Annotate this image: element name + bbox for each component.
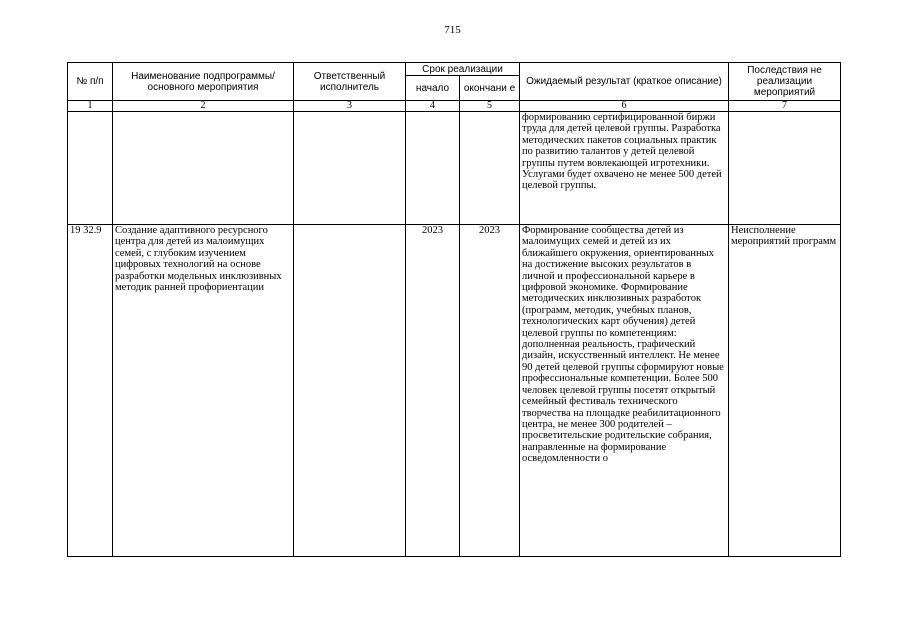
header-name: Наименование подпрограммы/ основного мероприятия [113, 63, 294, 101]
row-consequence [729, 112, 841, 225]
row-number [68, 112, 113, 225]
header-executor: Ответственный исполнитель [294, 63, 406, 101]
page-number: 715 [444, 24, 461, 36]
row-end [460, 112, 520, 225]
column-number: 1 [68, 101, 113, 112]
header-term-group: Срок реализации [406, 63, 520, 76]
column-number-row [68, 101, 841, 112]
row-name: Создание адаптивного ресурсного центра для детей из малоимущих семей, с глубоким изучением цифровых технологий на основе разработки модельных инклюзивных методик ранней профориентации [113, 225, 294, 557]
table-row [68, 112, 841, 225]
column-number: 6 [520, 101, 729, 112]
header-consequence: Последствия не реализации мероприятий [729, 63, 841, 101]
header-row-top [68, 63, 841, 76]
header-result: Ожидаемый результат (краткое описание) [520, 63, 729, 101]
header-number: № п/п [68, 63, 113, 101]
column-number: 4 [406, 101, 460, 112]
row-start: 2023 [406, 225, 460, 557]
row-start [406, 112, 460, 225]
column-number: 7 [729, 101, 841, 112]
header-start: начало [406, 76, 460, 101]
table-row [68, 225, 841, 557]
row-result: формированию сертифицированной биржи труда для детей целевой группы. Разработка методических пакетов социальных практик по развитию талантов у детей целевой группы путем вовлекающей игротехники. Услугами будет охвачено не менее 500 детей целевой группы. [520, 112, 729, 225]
column-number: 2 [113, 101, 294, 112]
column-number: 3 [294, 101, 406, 112]
header-end: окончани е [460, 76, 520, 101]
row-end: 2023 [460, 225, 520, 557]
row-result: Формирование сообщества детей из малоимущих семей и детей из их ближайшего окружения, ориентированных на достижение высоких результатов в личной и профессиональной карьере в цифровой экономике. Формирование методических инклюзивных разработок (программ, методик, учебных планов, технологических карт обучения) детей целевой группы по компетенциям: дополненная реальность, графический дизайн, искусственный интеллект. Не менее 90 детей целевой группы сформируют новые профессиональные компетенции. Более 500 человек целевой группы посетят открытый семейный фестиваль технического творчества на площадке реабилитационного центра, не менее 300 родителей – просветительские родительские собрания, направленные на формирование осведомленности о [520, 225, 729, 557]
row-name [113, 112, 294, 225]
program-table [67, 62, 841, 557]
row-executor [294, 225, 406, 557]
row-number: 19 32.9 [68, 225, 113, 557]
row-executor [294, 112, 406, 225]
row-consequence: Неисполнение мероприятий программ [729, 225, 841, 557]
column-number: 5 [460, 101, 520, 112]
